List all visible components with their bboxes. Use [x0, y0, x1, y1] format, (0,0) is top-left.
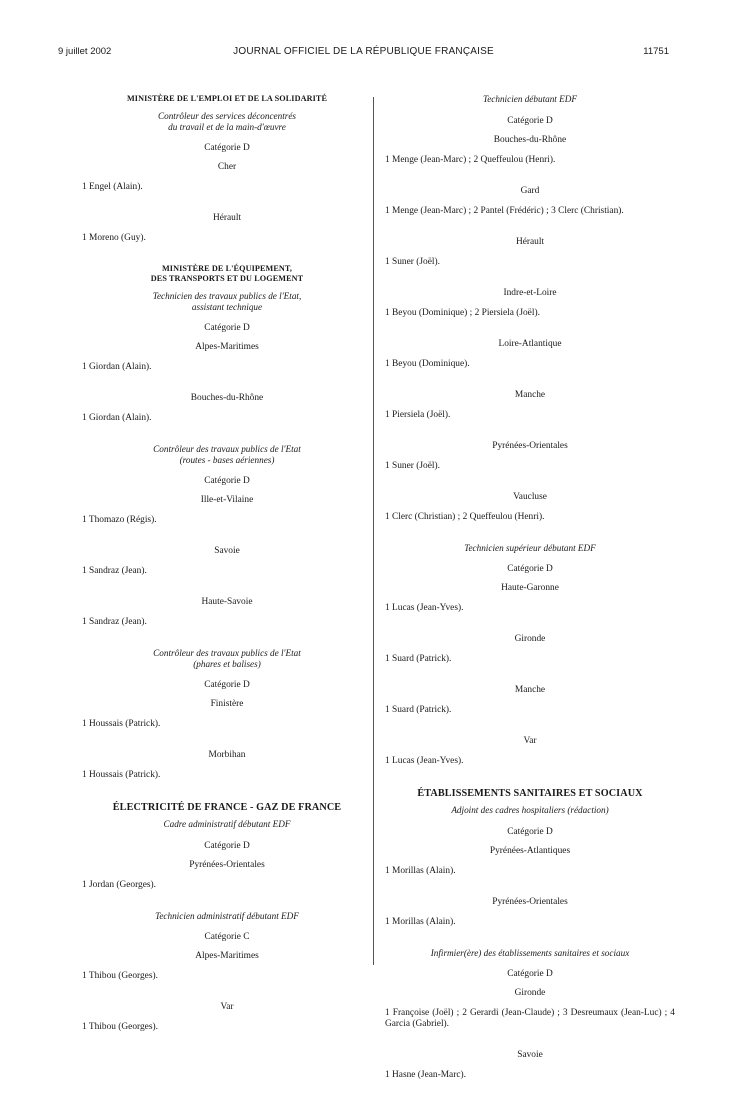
region-label: Alpes-Maritimes	[195, 342, 259, 352]
category-label: Catégorie D	[204, 840, 250, 851]
heading-line: Technicien débutant EDF	[482, 94, 578, 104]
region-label: Pyrénées-Orientales	[492, 440, 568, 451]
region-label: Haute-Garonne	[501, 583, 559, 593]
right-column	[385, 94, 675, 1101]
ranking-entry: 1 Beyou (Dominique).	[385, 358, 470, 369]
ranking-entry: 1 Suard (Patrick).	[385, 654, 452, 664]
heading-line: (routes - bases aériennes)	[179, 454, 275, 465]
heading-line: Contrôleur des travaux publics de l'Etat	[153, 648, 301, 658]
ranking-entry: 1 Suner (Joël).	[385, 460, 440, 471]
ranking-entry: 1 Engel (Alain).	[82, 182, 143, 192]
region-label: Gard	[520, 185, 540, 196]
ranking-entry: 1 Thibou (Georges).	[82, 1022, 158, 1032]
position-title	[385, 948, 675, 959]
region-label: Pyrénées-Atlantiques	[489, 845, 571, 856]
section-heading	[82, 94, 372, 104]
column-divider	[373, 97, 374, 965]
heading-line: Technicien supérieur débutant EDF	[464, 542, 596, 553]
heading-line: Infirmier(ère) des établissements sanitaires et sociaux	[430, 947, 630, 958]
ranking-entry: 1 Thibou (Georges).	[82, 971, 158, 981]
position-title	[82, 648, 372, 669]
section-heading	[385, 787, 675, 800]
ranking-entry: 1 Morillas (Alain).	[385, 865, 456, 876]
position-title	[82, 911, 372, 922]
ranking-entry: 1 Moreno (Guy).	[82, 233, 146, 243]
ranking-entry: 1 Françoise (Joël) ; 2 Gerardi (Jean-Claude) ; 3 Desreumaux (Jean-Luc) ; 4 Garcia (Gabriel).	[385, 1008, 675, 1029]
ranking-entry: 1 Sandraz (Jean).	[82, 566, 147, 576]
heading-line: DES TRANSPORTS ET DU LOGEMENT	[150, 274, 304, 283]
heading-line: ÉLECTRICITÉ DE FRANCE - GAZ DE FRANCE	[112, 802, 342, 813]
ranking-entry: 1 Suner (Joël).	[385, 256, 440, 267]
header-date: 9 juillet 2002	[58, 46, 112, 57]
region-label: Savoie	[214, 546, 240, 556]
section-heading	[82, 264, 372, 284]
heading-line: Contrôleur des services déconcentrés	[157, 111, 297, 121]
region-label: Indre-et-Loire	[503, 287, 557, 298]
heading-line: MINISTÈRE DE L'ÉQUIPEMENT,	[161, 264, 293, 273]
position-title	[82, 291, 372, 312]
category-label: Catégorie D	[204, 476, 250, 486]
category-label: Catégorie D	[507, 969, 553, 979]
ranking-entry: 1 Houssais (Patrick).	[82, 719, 161, 729]
heading-line: Cadre administratif débutant EDF	[163, 819, 291, 829]
region-label: Pyrénées-Orientales	[492, 896, 568, 907]
region-label: Hérault	[212, 213, 242, 223]
heading-line: Adjoint des cadres hospitaliers (rédaction)	[451, 805, 609, 815]
region-label: Morbihan	[208, 750, 246, 760]
ranking-entry: 1 Menge (Jean-Marc) ; 2 Pantel (Frédéric) ; 3 Clerc (Christian).	[385, 205, 624, 216]
heading-line: Contrôleur des travaux publics de l'Etat	[153, 444, 301, 454]
region-label: Manche	[514, 389, 546, 400]
ranking-entry: 1 Lucas (Jean-Yves).	[385, 603, 464, 613]
region-label: Savoie	[517, 1050, 543, 1060]
region-label: Var	[220, 1002, 234, 1012]
region-label: Hérault	[515, 236, 545, 247]
position-title	[82, 111, 372, 132]
region-label: Manche	[514, 685, 546, 695]
ranking-entry: 1 Lucas (Jean-Yves).	[385, 756, 464, 766]
ranking-entry: 1 Hasne (Jean-Marc).	[385, 1070, 466, 1080]
region-label: Alpes-Maritimes	[195, 951, 259, 961]
region-label: Finistère	[210, 699, 244, 709]
heading-line: Technicien des travaux publics de l'Etat,	[152, 291, 302, 301]
heading-line: Technicien administratif débutant EDF	[155, 910, 299, 921]
ranking-entry: 1 Giordan (Alain).	[82, 362, 152, 372]
category-label: Catégorie D	[507, 826, 553, 837]
ranking-entry: 1 Sandraz (Jean).	[82, 617, 147, 627]
region-label: Haute-Savoie	[201, 597, 253, 607]
region-label: Gironde	[514, 988, 546, 998]
heading-line: MINISTÈRE DE L'EMPLOI ET DE LA SOLIDARITÉ	[126, 94, 328, 103]
region-label: Pyrénées-Orientales	[189, 859, 265, 870]
category-label: Catégorie D	[204, 143, 250, 153]
ranking-entry: 1 Morillas (Alain).	[385, 916, 456, 927]
region-label: Cher	[217, 162, 237, 172]
heading-line: (phares et balises)	[193, 658, 261, 669]
category-label: Catégorie D	[204, 323, 250, 333]
ranking-entry: 1 Thomazo (Régis).	[82, 515, 157, 525]
position-title	[385, 805, 675, 816]
ranking-entry: 1 Suard (Patrick).	[385, 705, 452, 715]
heading-line: assistant technique	[191, 301, 263, 312]
position-title	[385, 543, 675, 554]
position-title	[82, 444, 372, 465]
category-label: Catégorie C	[204, 932, 250, 942]
region-label: Gironde	[514, 634, 546, 644]
ranking-entry: 1 Beyou (Dominique) ; 2 Piersiela (Joël).	[385, 307, 540, 318]
ranking-entry: 1 Menge (Jean-Marc) ; 2 Queffeulou (Henri).	[385, 154, 556, 165]
ranking-entry: 1 Giordan (Alain).	[82, 413, 152, 423]
ranking-entry: 1 Clerc (Christian) ; 2 Queffeulou (Henri).	[385, 511, 545, 522]
category-label: Catégorie D	[507, 115, 553, 126]
header-title: JOURNAL OFFICIEL DE LA RÉPUBLIQUE FRANÇAISE	[233, 46, 494, 57]
section-heading	[82, 801, 372, 814]
heading-line: ÉTABLISSEMENTS SANITAIRES ET SOCIAUX	[417, 788, 643, 799]
page-number: 11751	[643, 46, 669, 57]
ranking-entry: 1 Jordan (Georges).	[82, 879, 157, 890]
category-label: Catégorie D	[507, 564, 553, 574]
ranking-entry: 1 Houssais (Patrick).	[82, 770, 161, 780]
region-label: Loire-Atlantique	[498, 338, 562, 349]
left-column	[82, 94, 372, 1053]
region-label: Bouches-du-Rhône	[190, 393, 264, 403]
position-title	[385, 94, 675, 105]
page-header	[58, 46, 669, 62]
heading-line: du travail et de la main-d'œuvre	[168, 121, 286, 132]
region-label: Bouches-du-Rhône	[493, 134, 567, 145]
region-label: Ille-et-Vilaine	[200, 495, 254, 505]
ranking-entry: 1 Piersiela (Joël).	[385, 409, 451, 420]
region-label: Vaucluse	[513, 491, 547, 502]
position-title	[82, 819, 372, 830]
category-label: Catégorie D	[204, 680, 250, 690]
region-label: Var	[523, 736, 537, 746]
